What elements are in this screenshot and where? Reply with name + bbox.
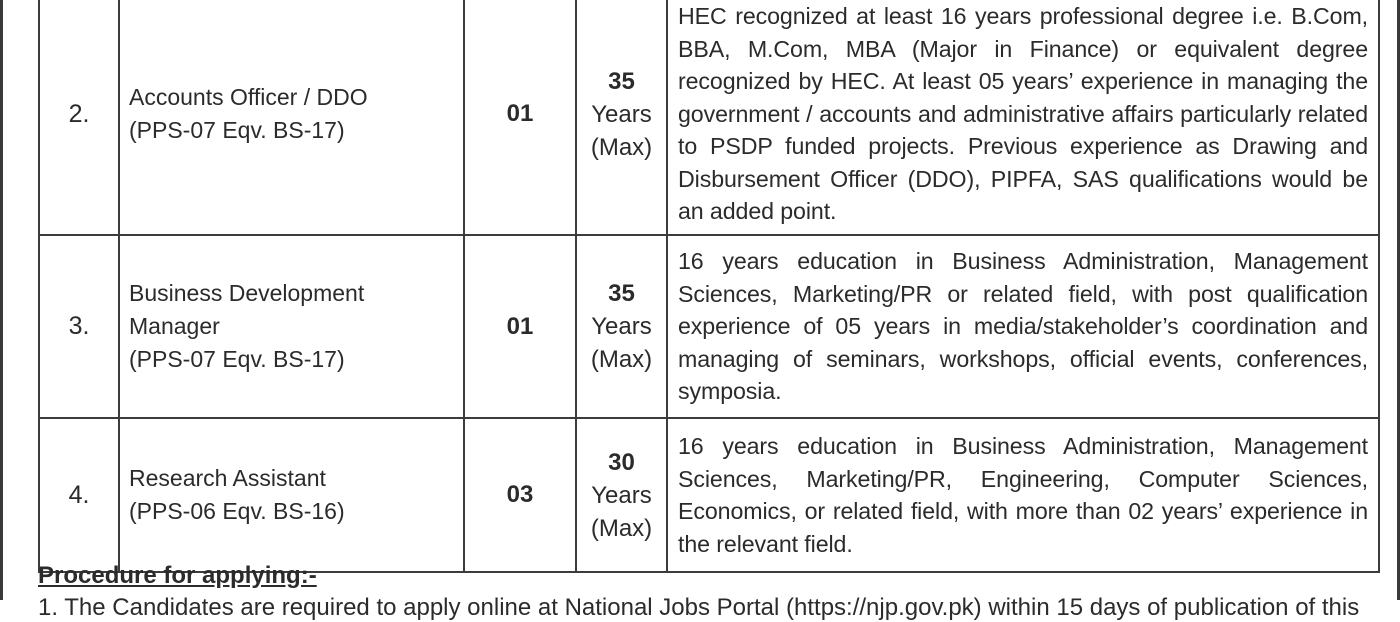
age-cap: (Max) bbox=[590, 514, 653, 542]
max-age bbox=[576, 0, 667, 235]
table-row bbox=[39, 418, 1379, 572]
page-border-left bbox=[0, 0, 3, 600]
serial-number: 4. bbox=[39, 418, 119, 572]
post-name: Accounts Officer / DDO bbox=[129, 84, 368, 110]
age-unit: Years bbox=[591, 481, 652, 509]
serial-number: 3. bbox=[39, 235, 119, 418]
procedure-heading: Procedure for applying:- bbox=[38, 562, 317, 589]
number-of-posts: 01 bbox=[464, 0, 576, 235]
qualification-text: 16 years education in Business Administration, Management Sciences, Marketing/PR, Engineering, Computer Sciences, Economics, or related field, with more than 02 years’ experience in the relevant field. bbox=[667, 418, 1379, 572]
age-unit: Years bbox=[591, 100, 652, 128]
post-name: Business Development bbox=[129, 280, 365, 306]
post-scale: (PPS-07 Eqv. BS-17) bbox=[129, 346, 345, 372]
qualification-text: HEC recognized at least 16 years professional degree i.e. B.Com, BBA, M.Com, MBA (Major in Finance) or equivalent degree recognized by HEC. At least 05 years’ experience in managing the government / accounts and administrative affairs particularly related to PSDP funded projects. Previous experience as Drawing and Disbursement Officer (DDO), PIPFA, SAS qualifications would be an added point. bbox=[667, 0, 1379, 235]
procedure-first-line: 1. The Candidates are required to apply online at National Jobs Portal (https://njp.gov.pk) within 15 days of publication of this bbox=[38, 594, 1360, 621]
age-unit: Years bbox=[591, 313, 652, 340]
serial-number: 2. bbox=[39, 0, 119, 235]
age-cap: (Max) bbox=[590, 346, 653, 373]
post-scale: (PPS-07 Eqv. BS-17) bbox=[129, 117, 345, 143]
post-name-cont: Manager bbox=[129, 313, 220, 339]
age-value: 30 bbox=[608, 448, 635, 476]
table-row bbox=[39, 0, 1379, 235]
max-age bbox=[576, 235, 667, 418]
post-scale: (PPS-06 Eqv. BS-16) bbox=[129, 498, 345, 524]
table-row bbox=[39, 235, 1379, 418]
number-of-posts: 03 bbox=[464, 418, 576, 572]
post-title bbox=[119, 418, 464, 572]
age-value: 35 bbox=[608, 280, 635, 307]
max-age bbox=[576, 418, 667, 572]
vacancies-table bbox=[38, 0, 1380, 573]
age-cap: (Max) bbox=[590, 133, 653, 161]
post-name: Research Assistant bbox=[129, 465, 326, 491]
post-title bbox=[119, 235, 464, 418]
number-of-posts: 01 bbox=[464, 235, 576, 418]
post-title bbox=[119, 0, 464, 235]
age-value: 35 bbox=[608, 67, 635, 95]
qualification-text: 16 years education in Business Administration, Management Sciences, Marketing/PR or related field, with post qualification experience of 05 years in media/stakeholder’s coordination and managing of seminars, workshops, official events, conferences, symposia. bbox=[667, 235, 1379, 418]
